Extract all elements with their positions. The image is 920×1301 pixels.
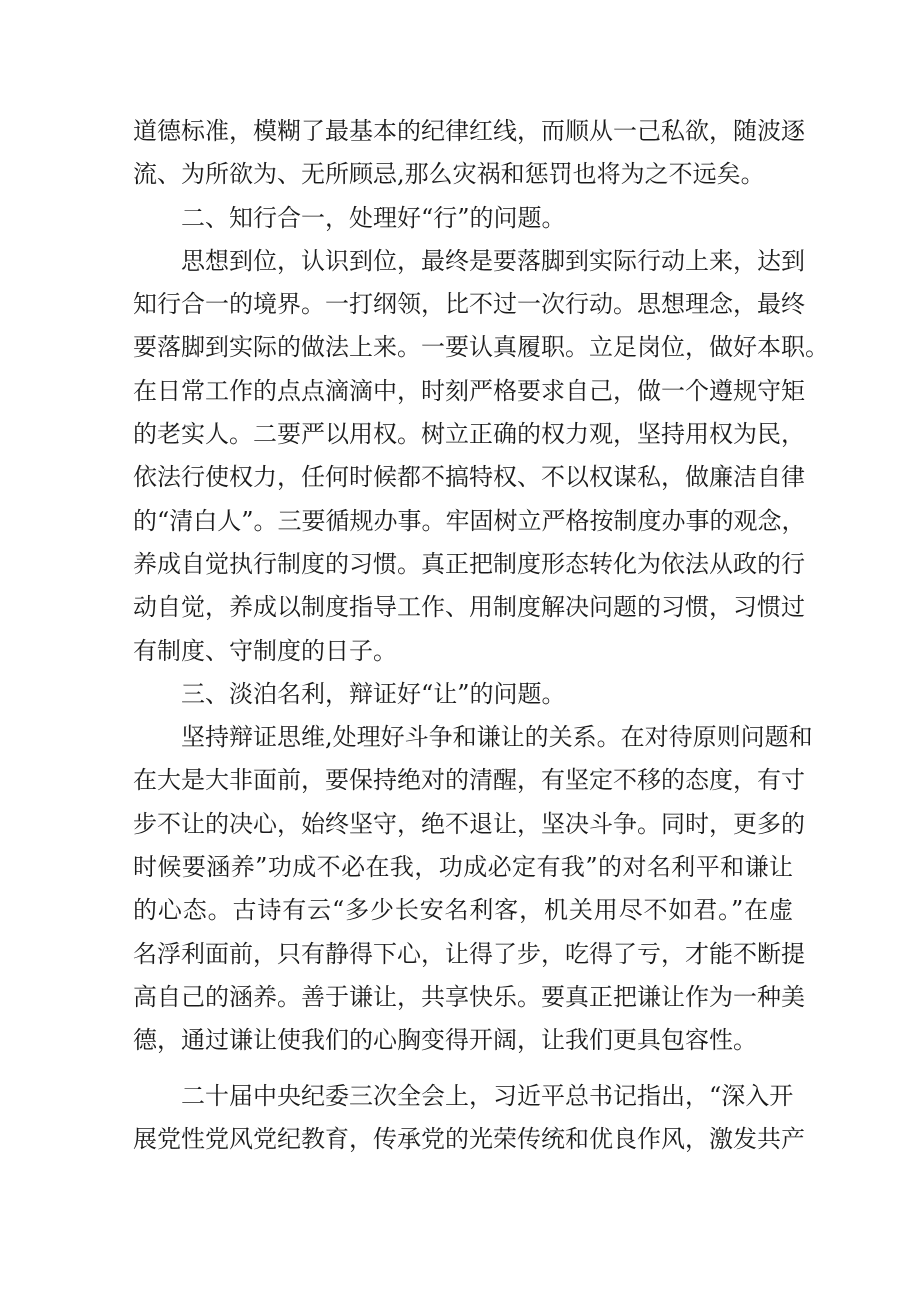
text-line: 二、知行合一，处理好“行”的问题。	[181, 203, 566, 232]
text-line: 知行合一的境界。一打纲领，比不过一次行动。思想理念，最终	[133, 290, 805, 319]
text-line: 的“清白人”。三要循规办事。牢固树立严格按制度办事的观念，	[133, 506, 806, 535]
text-line: 坚持辩证思维,处理好斗争和谦让的关系。在对待原则问题和	[181, 723, 813, 752]
text-line: 时候要涵养”功成不必在我，功成必定有我”的对名利平和谦让	[133, 853, 793, 882]
text-line: 流、为所欲为、无所顾忌,那么灾祸和惩罚也将为之不远矣。	[133, 160, 765, 189]
text-line: 的老实人。二要严以用权。树立正确的权力观，坚持用权为民，	[133, 420, 805, 449]
text-line: 高自己的涵养。善于谦让，共享快乐。要真正把谦让作为一种美	[133, 982, 805, 1011]
text-line: 二十届中央纪委三次全会上，习近平总书记指出，“深入开	[181, 1081, 794, 1110]
text-line: 道德标准，模糊了最基本的纪律红线，而顺从一己私欲，随波逐	[133, 117, 805, 145]
text-line: 动自觉，养成以制度指导工作、用制度解决问题的习惯，习惯过	[133, 593, 805, 622]
text-line: 展党性党风党纪教育，传承党的光荣传统和优良作风，激发共产	[133, 1124, 805, 1153]
text-line: 在大是大非面前，要保持绝对的清醒，有坚定不移的态度，有寸	[133, 766, 805, 795]
text-line: 在日常工作的点点滴滴中，时刻严格要求自己，做一个遵规守矩	[133, 376, 805, 405]
text-line: 养成自觉执行制度的习惯。真正把制度形态转化为依法从政的行	[133, 549, 805, 578]
text-line: 三、淡泊名利，辩证好“让”的问题。	[181, 679, 566, 708]
document-body	[133, 110, 829, 1161]
text-line: 思想到位，认识到位，最终是要落脚到实际行动上来，达到	[181, 246, 805, 275]
text-line: 有制度、守制度的日子。	[133, 636, 397, 665]
text-line: 依法行使权力，任何时候都不搞特权、不以权谋私，做廉洁自律	[133, 463, 805, 492]
text-line: 德，通过谦让使我们的心胸变得开阔，让我们更具包容性。	[133, 1026, 757, 1055]
text-line: 步不让的决心，始终坚守，绝不退让，坚决斗争。同时，更多的	[133, 809, 805, 838]
text-line: 要落脚到实际的做法上来。一要认真履职。立足岗位，做好本职。	[133, 333, 829, 362]
text-line: 名浮利面前，只有静得下心，让得了步，吃得了亏，才能不断提	[133, 939, 805, 968]
text-line: 的心态。古诗有云“多少长安名利客，机关用尽不如君。”在虚	[133, 896, 793, 925]
